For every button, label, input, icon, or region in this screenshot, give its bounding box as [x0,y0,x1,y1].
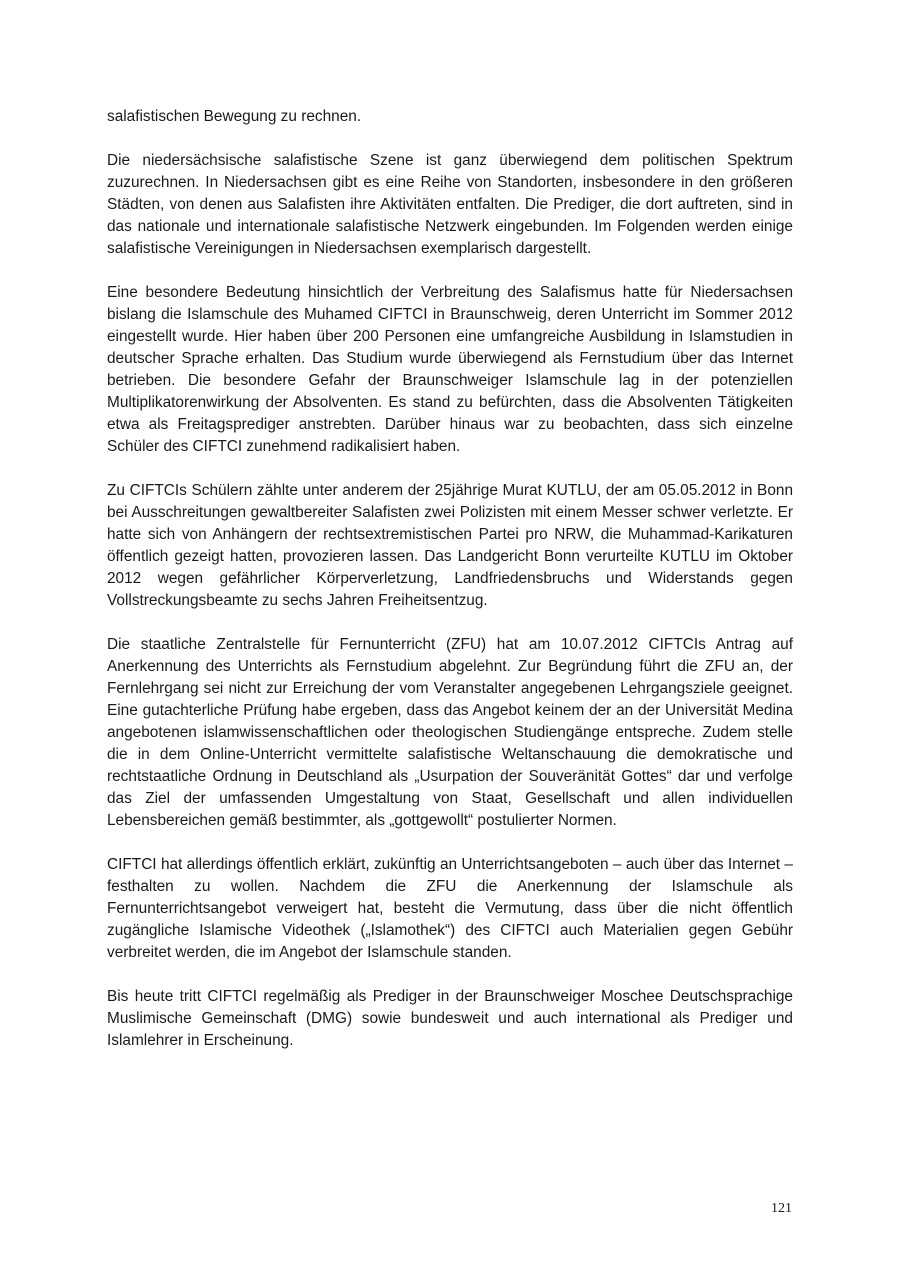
paragraph: Bis heute tritt CIFTCI regelmäßig als Prediger in der Braunschweiger Moschee Deutschsprachige Muslimische Gemeinschaft (DMG) sowie bundesweit und auch international als Prediger und Islamlehrer in Erscheinung. [107,988,793,1049]
page-number: 121 [771,1201,792,1216]
paragraph: Eine besondere Bedeutung hinsichtlich der Verbreitung des Salafismus hatte für Niedersachsen bislang die Islamschule des Muhamed CIFTCI in Braunschweig, deren Unterricht im Sommer 2012 eingestellt wurde. Hier haben über 200 Personen eine umfangreiche Ausbildung in Islamstudien in deutscher Sprache erhalten. Das Studium wurde überwiegend als Fernstudium über das Internet betrieben. Die besondere Gefahr der Braunschweiger Islamschule lag in der potenziellen Multiplikatorenwirkung der Absolventen. Es stand zu befürchten, dass die Absolventen Tätigkeiten etwa als Freitagsprediger anstrebten. Darüber hinaus war zu beobachten, dass sich einzelne Schüler des CIFTCI zunehmend radikalisiert haben. [107,284,793,455]
paragraph: salafistischen Bewegung zu rechnen. [107,108,362,125]
paragraph: Zu CIFTCIs Schülern zählte unter anderem der 25jährige Murat KUTLU, der am 05.05.2012 in Bonn bei Ausschreitungen gewaltbereiter Salafisten zwei Polizisten mit einem Messer schwer verletzte. Er hatte sich von Anhängern der rechtsextremistischen Partei pro NRW, die Muhammad-Karikaturen öffentlich gezeigt hatten, provozieren lassen. Das Landgericht Bonn verurteilte KUTLU im Oktober 2012 wegen gefährlicher Körperverletzung, Landfriedensbruchs und Widerstands gegen Vollstreckungsbeamte zu sechs Jahren Freiheitsentzug. [107,482,793,609]
paragraph: Die niedersächsische salafistische Szene ist ganz überwiegend dem politischen Spektrum zuzurechnen. In Niedersachsen gibt es eine Reihe von Standorten, insbesondere in den größeren Städten, von denen aus Salafisten ihre Aktivitäten entfalten. Die Prediger, die dort auftreten, sind in das nationale und internationale salafistische Netzwerk eingebunden. Im Folgenden werden einige salafistische Vereinigungen in Niedersachsen exemplarisch dargestellt. [107,152,793,257]
paragraph: CIFTCI hat allerdings öffentlich erklärt, zukünftig an Unterrichtsangeboten – auch über das Internet – festhalten zu wollen. Nachdem die ZFU die Anerkennung der Islamschule als Fernunterrichtsangebot verweigert hat, besteht die Vermutung, dass über die nicht öffentlich zugängliche Islamische Videothek („Islamothek“) des CIFTCI auch Materialien gegen Gebühr verbreitet werden, die im Angebot der Islamschule standen. [107,856,793,961]
body-text [107,106,793,1074]
paragraph: Die staatliche Zentralstelle für Fernunterricht (ZFU) hat am 10.07.2012 CIFTCIs Antrag auf Anerkennung des Unterrichts als Fernstudium abgelehnt. Zur Begründung führt die ZFU an, der Fernlehrgang sei nicht zur Erreichung der vom Veranstalter angegebenen Lehrgangsziele geeignet. Eine gutachterliche Prüfung habe ergeben, dass das Angebot keinem der an der Universität Medina angebotenen islamwissenschaftlichen oder theologischen Studiengänge entspreche. Zudem stelle die in dem Online-Unterricht vermittelte salafistische Weltanschauung die demokratische und rechtstaatliche Ordnung in Deutschland als „Usurpation der Souveränität Gottes“ dar und verfolge das Ziel der umfassenden Umgestaltung von Staat, Gesellschaft und allen individuellen Lebensbereichen gemäß bestimmter, als „gottgewollt“ postulierter Normen. [107,636,793,829]
